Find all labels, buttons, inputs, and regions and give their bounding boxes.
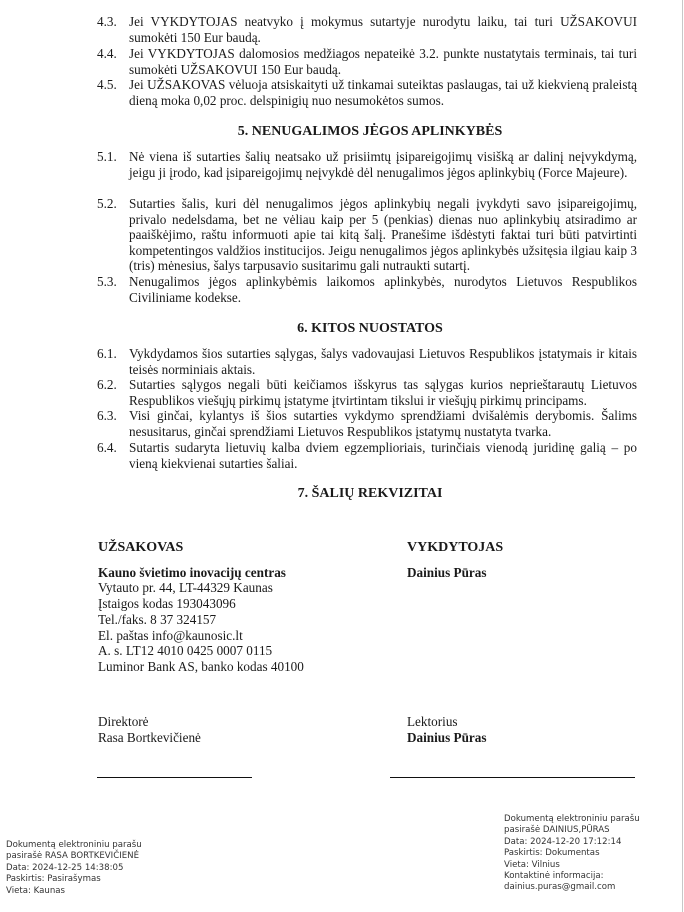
clause-text: Sutarties sąlygos negali būti keičiamos išskyrus tas sąlygas kurios neprieštarautų Lietuvos Respublikos viešųjų pirkimų įstatyme įtvirtintam tikslui ir viešųjų pirkimų principams. [129, 377, 637, 408]
clause-5-3 [97, 274, 637, 305]
clause-4-3 [97, 14, 637, 45]
stamp-line: Kontaktinė informacija: [504, 871, 604, 882]
customer-title: UŽSAKOVAS [98, 540, 184, 555]
clause-6-3 [97, 408, 637, 439]
clause-number: 6.3. [97, 408, 117, 423]
clause-text: Jei VYKDYTOJAS neatvyko į mokymus sutartyje nurodytu laiku, tai turi UŽSAKOVUI sumokėti 150 Eur baudą. [129, 14, 637, 45]
customer-email: El. paštas info@kaunosic.lt [98, 627, 243, 643]
customer-phone: Tel./faks. 8 37 324157 [98, 611, 217, 627]
customer-name: Kauno švietimo inovacijų centras [98, 564, 286, 580]
page-edge [682, 0, 683, 912]
stamp-line: Vieta: Vilnius [504, 859, 560, 870]
clause-number: 4.4. [97, 46, 117, 61]
customer-bank-account: A. s. LT12 4010 0425 0007 0115 [98, 643, 273, 659]
stamp-line: Vieta: Kaunas [6, 885, 66, 896]
clause-number: 6.4. [97, 440, 117, 455]
clause-text: Sutartis sudaryta lietuvių kalba dviem egzemplioriais, turinčiais vienodą juridinę galią – po vieną kiekvienai sutarties šaliai. [129, 440, 637, 471]
contractor-name: Dainius Pūras [407, 564, 487, 580]
clause-number: 6.1. [97, 346, 117, 361]
stamp-line: pasirašė DAINIUS,PŪRAS [504, 825, 610, 836]
clause-number: 5.1. [97, 149, 117, 164]
stamp-line: Paskirtis: Dokumentas [504, 848, 600, 859]
customer-code: Įstaigos kodas 193043096 [98, 596, 236, 612]
customer-esignature-stamp [6, 840, 142, 897]
stamp-line: dainius.puras@gmail.com [504, 882, 616, 893]
section-7-heading: 7. ŠALIŲ REKVIZITAI [297, 486, 443, 501]
clause-text: Visi ginčai, kylantys iš šios sutarties vykdymo sprendžiami dvišalėmis derybomis. Šalims nesusitarus, ginčai sprendžiami Lietuvos Respublikos įstatymų nustatyta tvarka. [129, 408, 637, 439]
contractor-signature-block [407, 714, 487, 745]
stamp-line: Data: 2024-12-20 17:12:14 [504, 836, 622, 847]
contractor-signature-line [390, 777, 635, 778]
clause-text: Sutarties šalis, kuri dėl nenugalimos jėgos aplinkybių negali įvykdyti savo įsipareigojimų, privalo nedelsdama, bet ne vėliau kaip per 5 (penkias) dienas nuo aplinkybių atsiradimo ar paaiškėjimo, raštu informuoti apie tai kitą šalį. Pranešime išdėstyti faktai turi būti patvirtinti kompetentingos valdžios institucijos. Jeigu nenugalimos jėgos aplinkybės užsitęsia ilgiau kaip 3 (tris) mėnesius, šalys tarpusavio susitarimu gali nutraukti sutartį. [129, 196, 637, 274]
section-5-heading: 5. NENUGALIMOS JĖGOS APLINKYBĖS [237, 124, 503, 139]
contractor-esignature-stamp [504, 814, 640, 894]
stamp-line: Paskirtis: Pasirašymas [6, 874, 101, 885]
clause-number: 5.3. [97, 274, 117, 289]
section-6-heading: 6. KITOS NUOSTATOS [297, 321, 443, 336]
contractor-signer: Dainius Pūras [407, 729, 487, 745]
clause-6-4 [97, 440, 637, 471]
customer-role: Direktorė [98, 714, 149, 729]
clause-text: Jei VYKDYTOJAS dalomosios medžiagos nepateikė 3.2. punkte nustatytais terminais, tai turi sumokėti UŽSAKOVUI 150 Eur baudą. [129, 46, 637, 77]
clause-number: 5.2. [97, 196, 117, 211]
customer-signature-line [97, 777, 252, 778]
clause-6-2 [97, 377, 637, 408]
clause-5-2 [97, 196, 637, 274]
stamp-line: pasirašė RASA BORTKEVIČIENĖ [6, 851, 140, 862]
customer-details [98, 540, 378, 675]
customer-signer: Rasa Bortkevičienė [98, 729, 201, 745]
customer-address: Vytauto pr. 44, LT-44329 Kaunas [98, 580, 273, 596]
clause-4-4 [97, 46, 637, 77]
stamp-line: Dokumentą elektroniniu parašu [504, 814, 640, 824]
clause-number: 6.2. [97, 377, 117, 392]
clause-number: 4.3. [97, 14, 117, 29]
customer-bank: Luminor Bank AS, banko kodas 40100 [98, 658, 304, 674]
clause-4-5 [97, 77, 637, 108]
contractor-role: Lektorius [407, 714, 458, 729]
clause-5-1 [97, 149, 637, 180]
customer-signature-block [98, 714, 201, 745]
contractor-title: VYKDYTOJAS [407, 540, 504, 555]
contractor-details [407, 540, 647, 580]
stamp-line: Dokumentą elektroniniu parašu [6, 840, 142, 850]
clause-text: Vykdydamos šios sutarties sąlygas, šalys vadovaujasi Lietuvos Respublikos įstatymais ir kitais teisės norminiais aktais. [129, 346, 637, 377]
clause-text: Jei UŽSAKOVAS vėluoja atsiskaityti už tinkamai suteiktas paslaugas, tai už kiekvieną praleistą dieną moka 0,02 proc. delspinigių nuo nesumokėtos sumos. [129, 77, 637, 108]
clause-number: 4.5. [97, 77, 117, 92]
clause-text: Nė viena iš sutarties šalių neatsako už prisiimtų įsipareigojimų visišką ar dalinį neįvykdymą, jeigu ji įrodo, kad įsipareigojimų neįvykdė dėl nenugalimos jėgos aplinkybių (Force Majeure). [129, 149, 637, 180]
clause-text: Nenugalimos jėgos aplinkybėmis laikomos aplinkybės, nurodytos Lietuvos Respublikos Civiliniame kodekse. [129, 274, 637, 305]
clause-6-1 [97, 346, 637, 377]
stamp-line: Data: 2024-12-25 14:38:05 [6, 862, 124, 873]
